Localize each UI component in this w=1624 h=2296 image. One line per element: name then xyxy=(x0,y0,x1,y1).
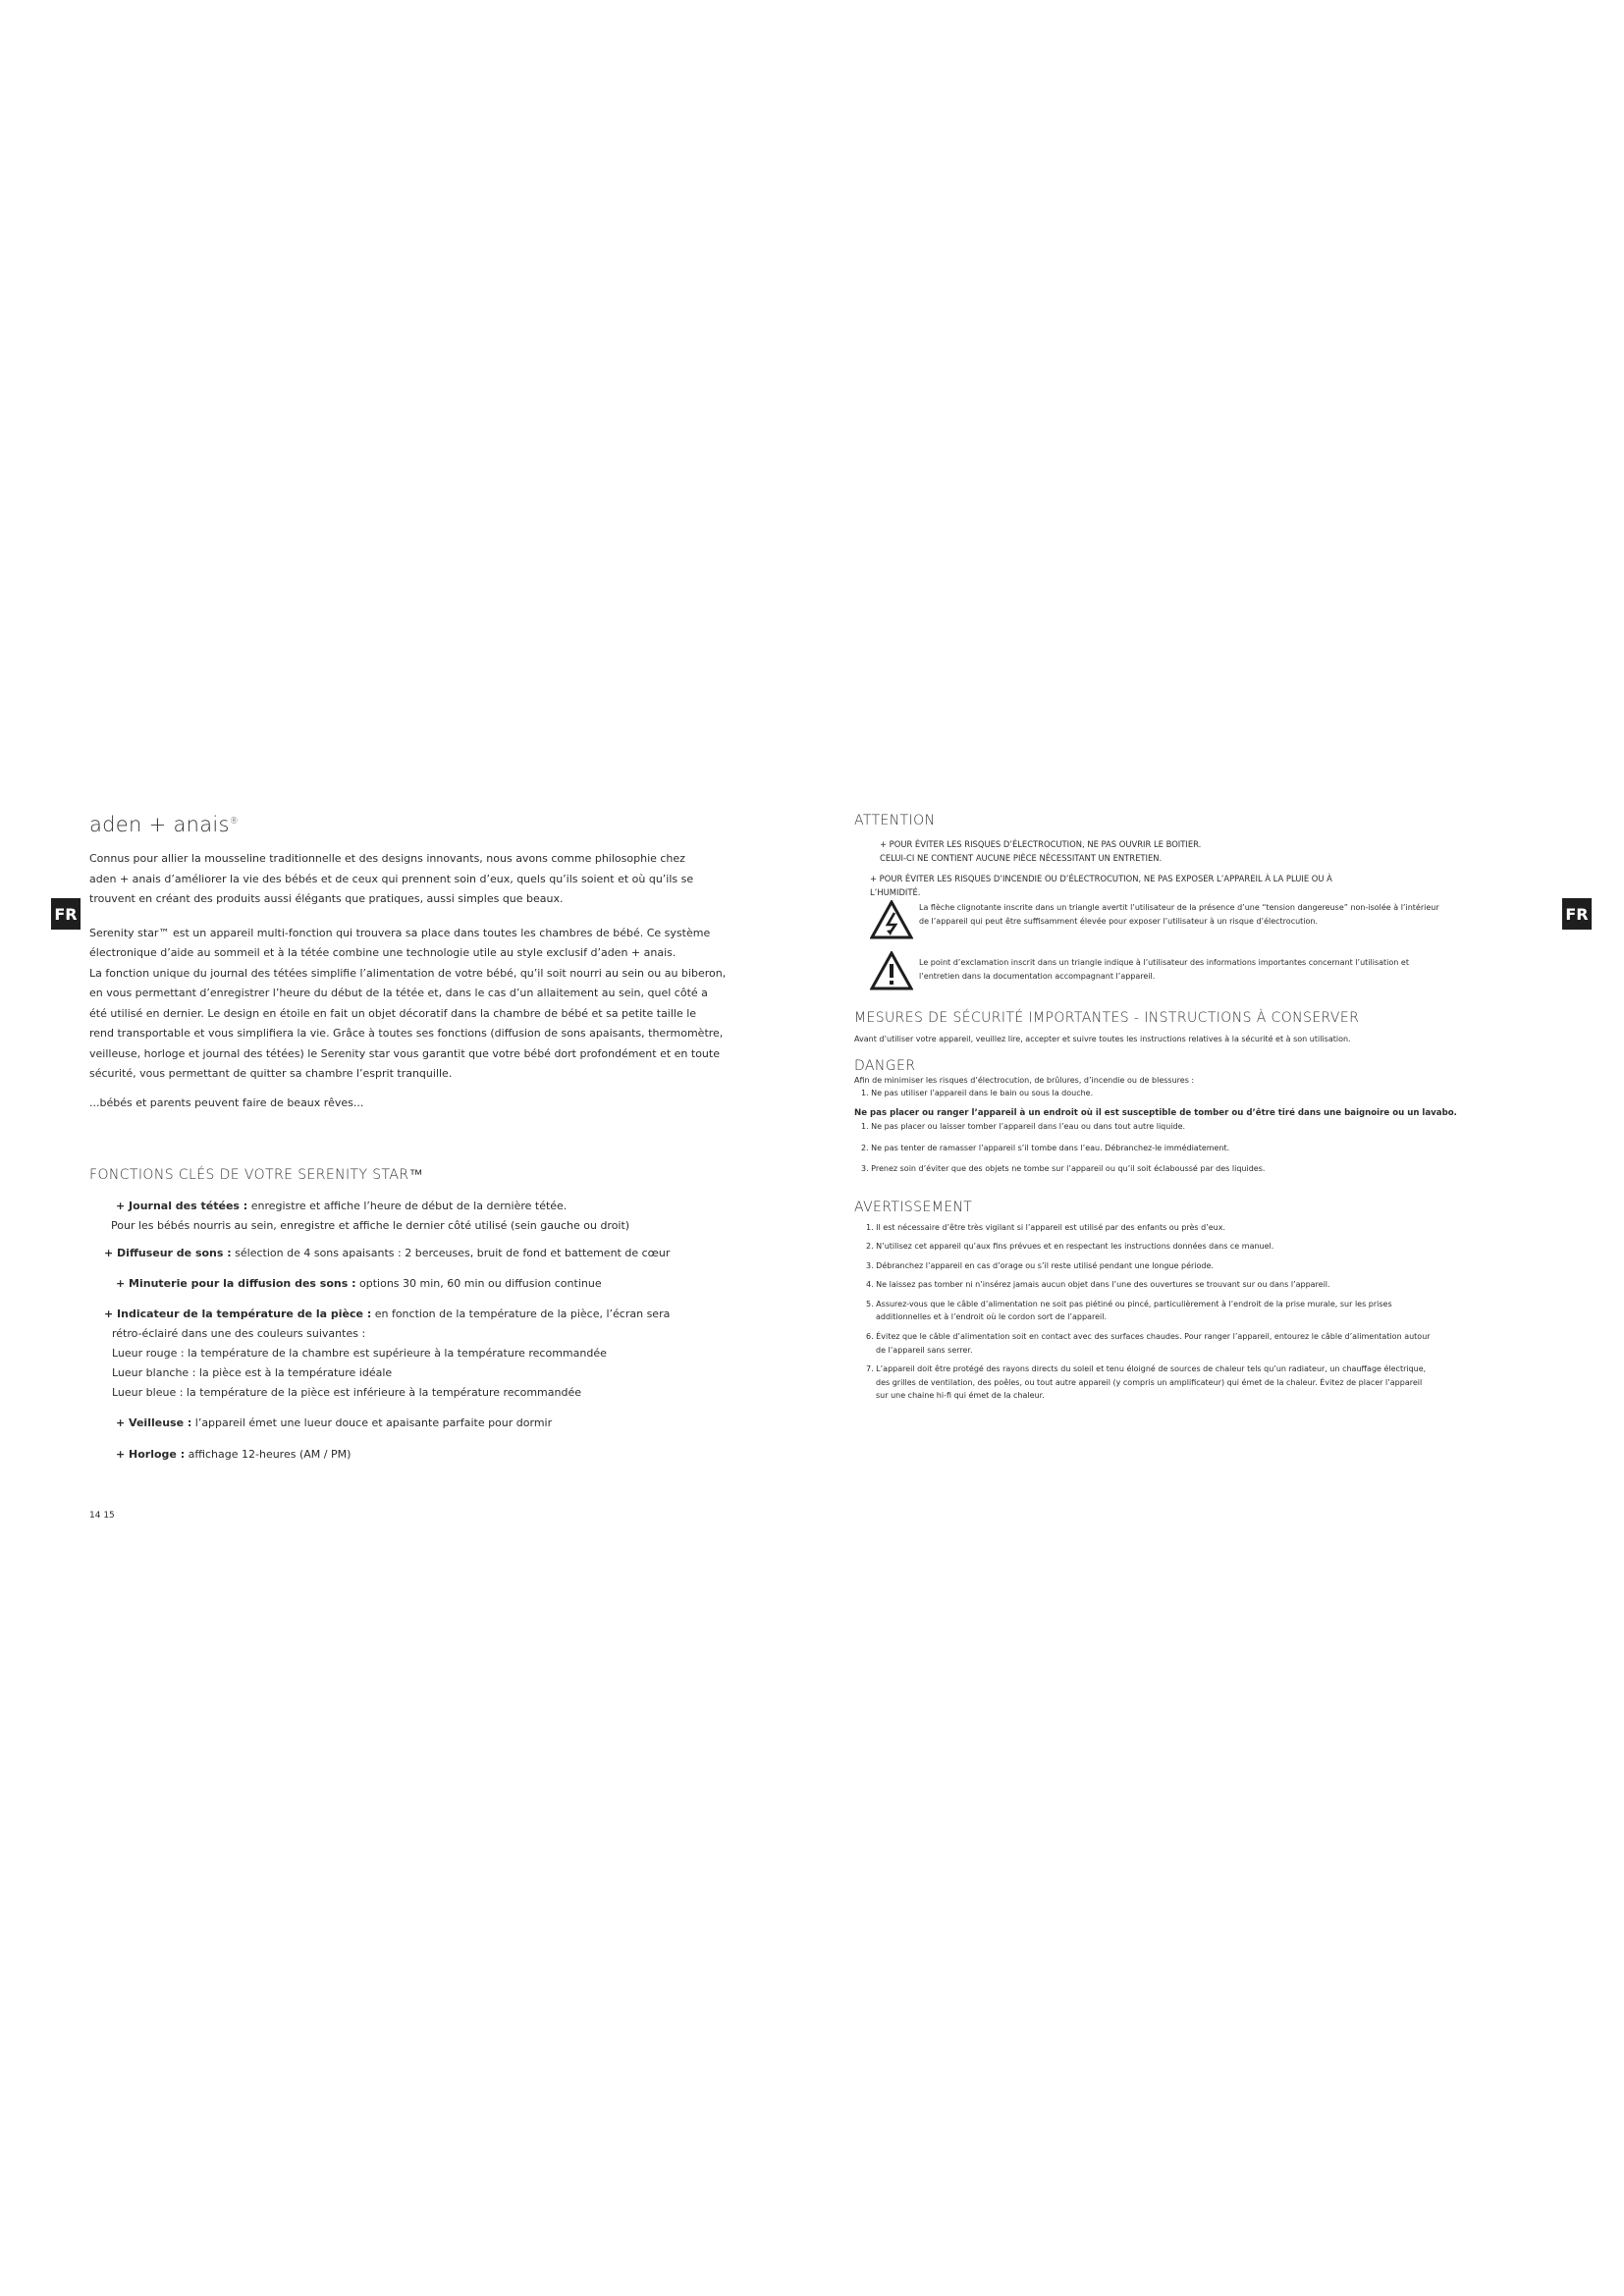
left-page xyxy=(89,813,796,1465)
intro-line: Connus pour allier la mousseline traditionnelle et des designs innovants, nous avons comme philosophie chez xyxy=(89,852,685,865)
danger-item: 2. Ne pas tenter de ramasser l’appareil s’il tombe dans l’eau. Débranchez-le immédiatement. xyxy=(861,1143,1230,1152)
warning-item-continued: sur une chaine hi-fi qui émet de la chaleur. xyxy=(876,1391,1045,1401)
attention-heading: ATTENTION xyxy=(854,813,936,828)
description-paragraph xyxy=(89,924,796,1085)
danger-intro: Afin de minimiser les risques d’électrocution, de brûlures, d’incendie ou de blessures : xyxy=(854,1075,1195,1085)
intro-paragraph xyxy=(89,849,796,910)
description-line: veilleuse, horloge et journal des tétées) le Serenity star vous garantit que votre bébé dort profondément et en toute xyxy=(89,1046,720,1060)
feature-text: en fonction de la température de la pièce, l’écran sera xyxy=(371,1308,671,1320)
description-line: sécurité, vous permettant de quitter sa chambre l’esprit tranquille. xyxy=(89,1067,453,1080)
right-page xyxy=(854,813,1542,1403)
language-tab-label: FR xyxy=(54,904,78,924)
warning-text-line: l’entretien dans la documentation accompagnant l’appareil. xyxy=(919,971,1156,981)
description-line: rend transportable et vous simplifiera la vie. Grâce à toutes ses fonctions (diffusion de sons apaisants, thermomètre, xyxy=(89,1027,724,1040)
description-line: électronique d’aide au sommeil et à la tétée combine une technologie utile au style exclusif d’aden + anais. xyxy=(89,946,677,959)
brand-title xyxy=(89,813,796,836)
description-line: La fonction unique du journal des tétées simplifie l’alimentation de votre bébé, qu’il soit nourri au sein ou au biberon, xyxy=(89,966,727,980)
danger-heading: DANGER xyxy=(854,1057,916,1074)
exclamation-warning xyxy=(854,951,1542,990)
feature-label: + Horloge : xyxy=(116,1448,186,1461)
danger-item: 1. Ne pas placer ou laisser tomber l’appareil dans l’eau ou dans tout autre liquide. xyxy=(861,1122,1186,1131)
features-heading: FONCTIONS CLÉS DE VOTRE SERENITY STAR™ xyxy=(89,1167,423,1183)
lightning-warning-icon xyxy=(870,900,913,939)
feature-feeding-log xyxy=(89,1197,796,1216)
page-numbers: 14 15 xyxy=(89,1511,115,1521)
feature-text: sélection de 4 sons apaisants : 2 berceuses, bruit de fond et battement de cœur xyxy=(231,1247,671,1259)
exclamation-warning-icon xyxy=(870,951,913,990)
feature-timer xyxy=(89,1274,796,1294)
warning-item-continued: de l’appareil sans serrer. xyxy=(876,1345,973,1355)
feature-text: affichage 12-heures (AM / PM) xyxy=(185,1448,352,1461)
description-line: en vous permettant d’enregistrer l’heure du début de la tétée et, dans le cas d’un allaitement au sein, quel côté a xyxy=(89,987,708,999)
warning-text-line: de l’appareil qui peut être suffisamment élevée pour exposer l’utilisateur à un risque d’électrocution. xyxy=(919,916,1319,926)
warning-item: 6. Évitez que le câble d’alimentation soit en contact avec des surfaces chaudes. Pour ranger l’appareil, entourez le câble d’alimentation autour xyxy=(866,1332,1431,1342)
feature-clock xyxy=(89,1445,796,1465)
warning-item: 2. N’utilisez cet appareil qu’aux fins prévues et en respectant les instructions données dans ce manuel. xyxy=(866,1242,1274,1252)
warning-item-continued: des grilles de ventilation, des poêles, ou tout autre appareil (y compris un amplificateur) qui émet de la chaleur. Évitez de placer l’appareil xyxy=(876,1377,1423,1387)
warning-item: 7. L’appareil doit être protégé des rayons directs du soleil et tenu éloigné de sources de chaleur tels qu’un radiateur, un chauffage électrique, xyxy=(866,1364,1427,1374)
warning-heading: AVERTISSEMENT xyxy=(854,1199,973,1215)
attention-item-1 xyxy=(854,837,1542,865)
warning-item: 5. Assurez-vous que le câble d’alimentation ne soit pas piétiné ou pincé, particulièrement à l’endroit de la prise murale, sur les prises xyxy=(866,1299,1392,1308)
danger-item: 3. Prenez soin d’éviter que des objets ne tombe sur l’appareil ou qu’il soit éclaboussé par des liquides. xyxy=(861,1164,1266,1173)
intro-line: aden + anais d’améliorer la vie des bébés et de ceux qui prennent soin d’eux, quels qu’ils soient et où qu’ils se xyxy=(89,872,694,885)
feature-label: + Minuterie pour la diffusion des sons : xyxy=(116,1277,356,1290)
attention-item-2 xyxy=(854,872,1542,899)
attention-line: + POUR ÉVITER LES RISQUES D’ÉLECTROCUTION, NE PAS OUVRIR LE BOITIER. xyxy=(880,839,1202,849)
language-tab-left xyxy=(51,898,81,930)
safety-intro: Avant d’utiliser votre appareil, veuillez lire, accepter et suivre toutes les instructions relatives à la sécurité et à son utilisation. xyxy=(854,1035,1351,1043)
attention-line: CELUI-CI NE CONTIENT AUCUNE PIÈCE NÉCESSITANT UN ENTRETIEN. xyxy=(880,853,1163,863)
feature-sound-diffuser xyxy=(89,1244,796,1263)
safety-heading: MESURES DE SÉCURITÉ IMPORTANTES - INSTRUCTIONS À CONSERVER xyxy=(854,1010,1360,1026)
danger-item: 1. Ne pas utiliser l’appareil dans le bain ou sous la douche. xyxy=(861,1089,1094,1097)
feature-text: l’appareil émet une lueur douce et apaisante parfaite pour dormir xyxy=(191,1416,553,1429)
feature-label: + Diffuseur de sons : xyxy=(104,1247,232,1259)
feature-temperature-details xyxy=(89,1324,796,1403)
feature-text-line: Lueur blanche : la pièce est à la température idéale xyxy=(112,1366,393,1379)
description-line: Serenity star™ est un appareil multi-fonction qui trouvera sa place dans toutes les chambres de bébé. Ce système xyxy=(89,926,711,939)
feature-nightlight xyxy=(89,1414,796,1433)
feature-text: enregistre et affiche l’heure de début de la dernière tétée. xyxy=(247,1200,568,1212)
intro-line: trouvent en créant des produits aussi élégants que pratiques, aussi simples que beaux. xyxy=(89,892,564,905)
feature-text-line: Lueur rouge : la température de la chambre est supérieure à la température recommandée xyxy=(112,1347,607,1360)
feature-label: + Indicateur de la température de la pièce : xyxy=(104,1308,372,1320)
feature-text-line: rétro-éclairé dans une des couleurs suivantes : xyxy=(112,1327,366,1340)
danger-bold-warning: Ne pas placer ou ranger l’appareil à un endroit où il est susceptible de tomber ou d’être tiré dans une baignoire ou un lavabo. xyxy=(854,1107,1457,1118)
brand-mark: ® xyxy=(229,817,240,827)
feature-text-line: Pour les bébés nourris au sein, enregistre et affiche le dernier côté utilisé (sein gauche ou droit) xyxy=(111,1219,630,1232)
brand-name: aden + anais xyxy=(89,813,230,836)
attention-line: + POUR ÉVITER LES RISQUES D’INCENDIE OU D’ÉLECTROCUTION, NE PAS EXPOSER L’APPAREIL À LA PLUIE OU À xyxy=(870,874,1332,883)
feature-label: + Journal des tétées : xyxy=(116,1200,248,1212)
lightning-warning xyxy=(854,900,1542,939)
feature-text-line: Lueur bleue : la température de la pièce est inférieure à la température recommandée xyxy=(112,1386,581,1399)
features-list xyxy=(89,1197,796,1465)
attention-line: L’HUMIDITÉ. xyxy=(870,887,921,897)
tagline: ...bébés et parents peuvent faire de beaux rêves... xyxy=(89,1095,364,1109)
warning-item-continued: additionnelles et à l’endroit où le cordon sort de l’appareil. xyxy=(876,1312,1108,1322)
language-tab-label: FR xyxy=(1565,904,1589,924)
warning-item: 4. Ne laissez pas tomber ni n’insérez jamais aucun objet dans l’une des ouvertures se trouvant sur ou dans l’appareil. xyxy=(866,1280,1330,1290)
warning-text-line: La flèche clignotante inscrite dans un triangle avertit l’utilisateur de la présence d’une “tension dangereuse” non-isolée à l’intérieur xyxy=(919,903,1439,912)
language-tab-right xyxy=(1562,898,1592,930)
warning-list xyxy=(854,1221,1542,1404)
feature-temperature xyxy=(89,1305,796,1324)
warning-item: 1. Il est nécessaire d’être très vigilant si l’appareil est utilisé par des enfants ou près d’eux. xyxy=(866,1222,1226,1232)
feature-text: options 30 min, 60 min ou diffusion continue xyxy=(355,1277,602,1290)
warning-item: 3. Débranchez l’appareil en cas d’orage ou s’il reste utilisé pendant une longue période. xyxy=(866,1260,1214,1270)
description-line: été utilisé en dernier. Le design en étoile en fait un objet décoratif dans la chambre de bébé et sa petite taille le xyxy=(89,1006,697,1020)
warning-text-line: Le point d’exclamation inscrit dans un triangle indique à l’utilisateur des informations importantes concernant l’utilisation et xyxy=(919,958,1409,967)
feature-label: + Veilleuse : xyxy=(116,1416,192,1429)
